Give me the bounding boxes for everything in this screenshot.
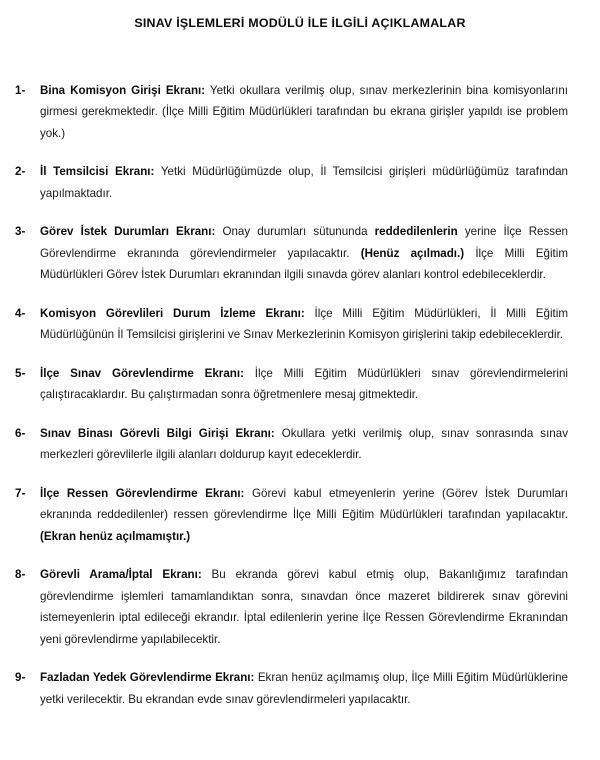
list-item xyxy=(0,80,600,145)
body-text: Okullara yetki verilmiş olup, sınav sonrasında sınav merkezleri görevlilerle ilgili alanları doldurup kayıt edeceklerdir. xyxy=(40,426,568,462)
body-text: Onay durumları sütununda xyxy=(215,225,375,239)
body-text: İlçe Milli Eğitim Müdürlükleri, İl Milli Eğitim Müdürlüğünün İl Temsilcisi girişlerini ve Sınav Merkezlerinin Komisyon girişlerini takip edebileceklerdir. xyxy=(40,306,568,342)
list-item-text xyxy=(40,161,568,204)
emphasis-text: reddedilenlerin xyxy=(374,225,458,239)
list-item-text xyxy=(40,221,568,286)
list-item-heading: Sınav Binası Görevli Bilgi Girişi Ekranı: xyxy=(40,426,275,440)
list-item xyxy=(0,483,600,548)
list-item-text xyxy=(40,80,568,145)
explanations-list xyxy=(0,68,600,727)
list-item-number: 8- xyxy=(15,568,26,582)
list-item-heading: İlçe Ressen Görevlendirme Ekranı: xyxy=(40,486,245,500)
body-text: Görevi kabul etmeyenlerin yerine (Görev İstek Durumları ekranında reddedilenler) ressen görevlendirme İlçe Milli Eğitim Müdürlükleri tarafından yapılacaktır. xyxy=(40,486,568,522)
list-item xyxy=(0,667,600,710)
body-text: Ekran henüz açılmamış olup, İlçe Milli Eğitim Müdürlüklerine yetki verilecektir. Bu ekrandan evde sınav görevlendirmeleri yapılacaktır. xyxy=(40,671,568,706)
emphasis-text: (Henüz açılmadı.) xyxy=(360,246,465,260)
list-item-number: 6- xyxy=(15,426,26,440)
list-item-heading: İlçe Sınav Görevlendirme Ekranı: xyxy=(40,366,244,380)
page-title: SINAV İŞLEMLERİ MODÜLÜ İLE İLGİLİ AÇIKLAMALAR xyxy=(134,16,466,30)
body-text: İlçe Milli Eğitim Müdürlükleri Görev İstek Durumları ekranından ilgili sınavda görev alanları kontrol edebileceklerdir. xyxy=(40,246,568,282)
list-item-text xyxy=(40,667,568,710)
list-item-heading: Fazladan Yedek Görevlendirme Ekranı: xyxy=(40,671,255,685)
body-text: Bu ekranda görevi kabul etmiş olup, Bakanlığımız tarafından görevlendirme işlemleri tamamlandıktan sonra, sınavdan önce mazeret bildirerek sınav görevini istemeyenlerin iptal edileceği ekrandır. İptal edilenlerin yerine İlçe Ressen Görevlendirme Ekranından yeni görevlendirme yapılabilecektir. xyxy=(40,568,568,646)
list-item-heading: Bina Komisyon Girişi Ekranı: xyxy=(40,83,206,97)
list-item xyxy=(0,363,600,406)
body-text: yerine İlçe Ressen Görevlendirme ekranında görevlendirmeler yapılacaktır. xyxy=(40,225,568,260)
list-item-number: 7- xyxy=(15,486,26,500)
body-text: İlçe Milli Eğitim Müdürlükleri sınav görevlendirmelerini çalıştıracaklardır. Bu çalıştırmadan sonra öğretmenlere mesaj gitmektedir. xyxy=(40,366,568,402)
list-item-number: 2- xyxy=(15,165,26,179)
body-text: Yetki okullara verilmiş olup, sınav merkezlerinin bina komisyonlarını girmesi gerekmektedir. (İlçe Milli Eğitim Müdürlükleri tarafından bu ekrana girişler yapıldı ise problem yok.) xyxy=(40,83,568,140)
list-item xyxy=(0,221,600,286)
list-item-text xyxy=(40,483,568,548)
list-item xyxy=(0,564,600,650)
list-item-number: 9- xyxy=(15,671,26,685)
list-item-number: 5- xyxy=(15,366,26,380)
list-item-text xyxy=(40,423,568,466)
body-text: Yetki Müdürlüğümüzde olup, İl Temsilcisi girişleri müdürlüğümüz tarafından yapılmaktadır. xyxy=(40,165,568,200)
emphasis-text: (Ekran henüz açılmamıştır.) xyxy=(40,529,191,543)
list-item-heading: Görev İstek Durumları Ekranı: xyxy=(40,225,216,239)
list-item xyxy=(0,423,600,466)
list-item-text xyxy=(40,303,568,346)
list-item-number: 3- xyxy=(15,225,26,239)
list-item-heading: Görevli Arama/İptal Ekranı: xyxy=(40,568,202,582)
list-item xyxy=(0,161,600,204)
list-item-heading: İl Temsilcisi Ekranı: xyxy=(40,165,155,179)
list-item xyxy=(0,303,600,346)
list-item-text xyxy=(40,564,568,650)
list-item-number: 4- xyxy=(15,306,26,320)
list-item-text xyxy=(40,363,568,406)
list-item-heading: Komisyon Görevlileri Durum İzleme Ekranı: xyxy=(40,306,305,320)
list-item-number: 1- xyxy=(15,83,26,97)
